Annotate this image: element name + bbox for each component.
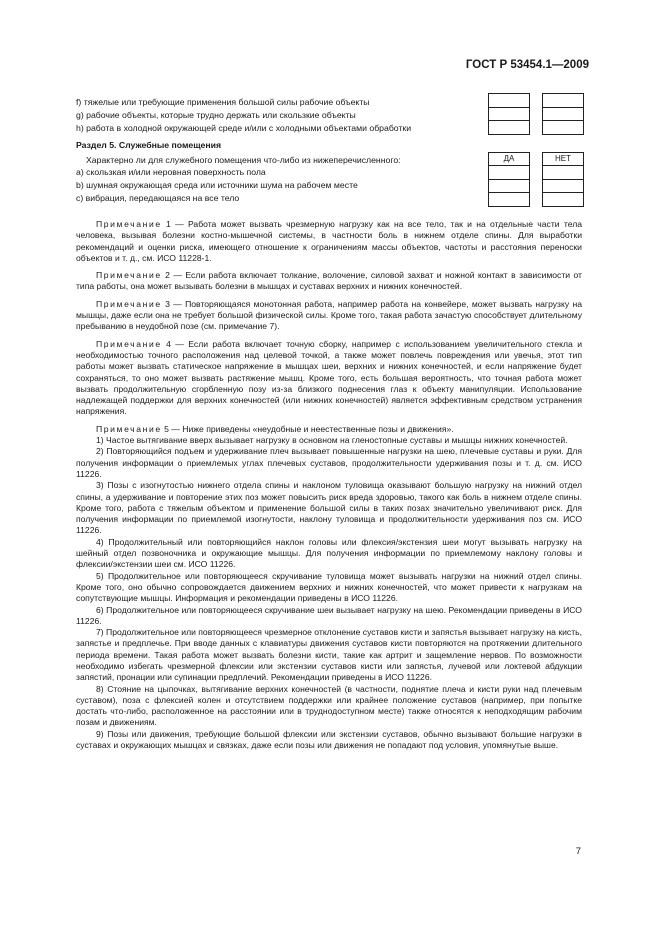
item-a: a) скользкая и/или неровная поверхность пола [76,167,266,177]
item-g: g) рабочие объекты, которые трудно держать или скользкие объекты [76,110,356,120]
checkbox-column-no [542,152,584,207]
checkbox-cell[interactable] [489,193,529,206]
checkbox-cell[interactable] [543,94,583,108]
checkbox-cell[interactable] [489,94,529,108]
list-item: 6) Продолжительное или повторяющееся скручивание шеи вызывает нагрузку на шею. Рекомендации приведены в ИСО 11226. [76,604,582,626]
checkbox-cell[interactable] [489,180,529,194]
notes-body [76,219,582,751]
list-item: 3) Позы с изогнутостью нижнего отдела спины и наклоном туловища оказывают большую нагрузку на нижний отдел спины, а удерживание и повторение этих поз может повысить риск вреда здоровью, такого как боль в нижнем отделе спины. Кроме того, работа с тяжелым объектом и применение большой силы в таких позах значительно увеличивают риск. Для получения информации по приемлемой изогнутости, наклону туловища и продолжительности удерживания поз см. ИСО 11226. [76,480,582,536]
checkbox-cell[interactable] [489,121,529,134]
item-b: b) шумная окружающая среда или источники шума на рабочем месте [76,180,358,190]
note-text: 2 — Если работа включает толкание, волочение, силовой захват и ножной контакт в зависимости от типа работы, она может вызывать болезни в мышцах и суставах верхних и нижних конечностей. [76,270,582,292]
checkbox-cell[interactable] [543,193,583,206]
checkbox-cell[interactable] [543,166,583,180]
note-2 [76,270,582,293]
yes-header: ДА [489,153,529,166]
checkbox-cell[interactable] [543,180,583,194]
checkbox-cell[interactable] [489,108,529,122]
section-title: Раздел 5. Служебные помещения [76,140,222,150]
checkbox-column-no-top [542,93,584,135]
item-h: h) работа в холодной окружающей среде и/или с холодными объектами обработки [76,123,412,133]
note-label: Примечание [96,298,162,309]
list-item: 8) Стояние на цыпочках, вытягивание верхних конечностей (в частности, поднятие плеча и кисти руки над плечевым суставом), поза с флексией колен и отсутствием поддержки или крайнее положение суставов (например, при попытке достать что-либо, расположенное на расстоянии или в труднодоступном месте) также относятся к неподходящим рабочим позам и движениям. [76,683,582,728]
note-label: Примечание [96,423,162,434]
checkbox-cell[interactable] [489,166,529,180]
checkbox-column-yes [488,152,530,207]
checkbox-cell[interactable] [543,108,583,122]
checkbox-cell[interactable] [543,121,583,134]
note-text: 4 — Если работа включает точную сборку, например с использованием увеличительного стекла и необходимостью точного расположения над целевой точкой, а также может повлечь повреждения или увечья, этот тип работы может вызвать статическое напряжение в мышцах шеи, верхних и нижних конечностей, и если напряжение будет сохраняться, то оно может вызвать растяжение мышц. Кроме того, есть большая вероятность, что точная работа может вызвать продолжительную сгорбленную позу из-за близкого поднесения глаз к объекту манипуляции. Использование надлежащей поддержки для верхних конечностей (или нижних конечностей) является эффективным средством устранения напряжения. [76,338,582,417]
note-label: Примечание [96,338,162,349]
page-number: 7 [575,846,581,857]
note-3 [76,299,582,333]
note-text: 3 — Повторяющаяся монотонная работа, например работа на конвейере, может вызвать нагрузку на мышцы, даже если она не требует большой физической силы. Кроме того, такая работа зачастую способствует длительному пребыванию в неудобной позе (см. примечание 7). [76,298,582,332]
no-header: НЕТ [543,153,583,166]
list-item: 2) Повторяющийся подъем и удерживание плеч вызывает повышенные нагрузки на шею, плечевые суставы и руки. Для получения информации о приемлемых углах плечевых суставов, продолжительности удерживания позы и т. д. см. ИСО 11226. [76,446,582,479]
note-5 [76,424,582,435]
list-item: 1) Частое вытягивание вверх вызывает нагрузку в основном на гленостопные суставы и мышцы нижних конечностей. [96,435,568,446]
section-question: Характерно ли для служебного помещения что-либо из нижеперечисленного: [86,155,401,165]
list-item: 5) Продолжительное или повторяющееся скручивание туловища может вызывать нагрузки на нижний отдел спины. Кроме того, оно обычно сопровождается движением верхних и нижних конечностей, что может привести к нагрузкам на сопутствующие мышцы. Информация и рекомендации приведены в ИСО 11226. [76,570,582,604]
list-item: 7) Продолжительное или повторяющееся чрезмерное отклонение суставов кисти и запястья вызывает нагрузку на кисть, запястье и предплечье. При вводе данных с клавиатуры движения суставов кисти повторяются на протяжении длительного периода времени. Такая работа может вызвать болезни кисти, такие как артрит и защемление нервов. По возможности необходимо избегать чрезмерной флексии или экстензии суставов кисти или запястья, лучевой или локтевой абдукции запястий, пронации или супинации предплечий. Рекомендации приведены в ИСО 11226. [76,627,582,683]
document-header: ГОСТ Р 53454.1—2009 [465,59,589,71]
note-label: Примечание [96,270,162,281]
note-1 [76,219,582,264]
note-text: 1 — Работа может вызвать чрезмерную нагрузку как на все тело, так и на отдельные части тела человека, вызывая болезни костно-мышечной системы, в частности боль в нижнем отделе спины. Для выработки рекомендаций и оценки риска, имеющего отношение к ограничениям массы объектов, частоты и расстояния переноски объектов и т. д., см. ИСО 11228-1. [76,219,582,263]
note-label: Примечание [96,219,162,229]
item-f: f) тяжелые или требующие применения большой силы рабочие объекты [76,97,370,107]
note-4 [76,339,582,418]
note-text: 5 — Ниже приведены «неудобные и неестественные позы и движения». [161,423,454,434]
list-item: 9) Позы или движения, требующие большой флексии или экстензии суставов, обычно вызывают большие нагрузки в суставах и окружающих мышцах и связках, даже если позы или движения не попадают под условия, упомянутые выше. [76,728,582,751]
checkbox-column-yes-top [488,93,530,135]
item-c: c) вибрация, передающаяся на все тело [76,193,240,203]
list-item: 4) Продолжительный или повторяющийся наклон головы или флексия/экстензия шеи могут вызывать нагрузку на шейный отдел позвоночника и окружающие мышцы. Для получения информации по приемлемому наклону головы и флексии/экстензии шеи см. ИСО 11226. [76,536,582,570]
